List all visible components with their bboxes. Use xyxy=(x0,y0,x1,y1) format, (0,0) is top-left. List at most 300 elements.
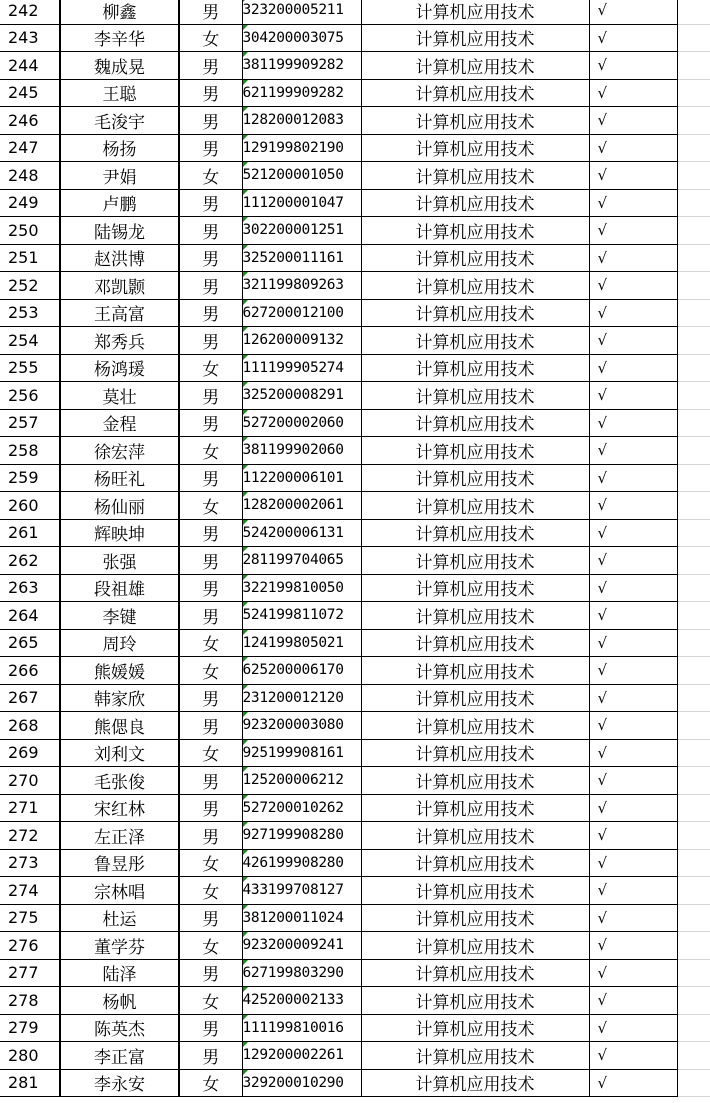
row-number-cell[interactable]: 247 xyxy=(0,134,60,162)
empty-cell[interactable] xyxy=(677,904,710,932)
name-cell[interactable]: 宋红林 xyxy=(60,794,179,822)
major-cell[interactable]: 计算机应用技术 xyxy=(361,904,589,932)
gender-cell[interactable]: 男 xyxy=(179,107,242,135)
table-row xyxy=(0,987,710,1015)
row-number-cell[interactable]: 257 xyxy=(0,409,60,437)
row-number-cell[interactable]: 267 xyxy=(0,684,60,712)
error-flag-icon xyxy=(243,245,248,250)
major-cell[interactable]: 计算机应用技术 xyxy=(361,1069,589,1097)
empty-cell[interactable] xyxy=(677,849,710,877)
gender-cell[interactable]: 男 xyxy=(179,602,242,630)
row-number-cell[interactable]: 251 xyxy=(0,244,60,272)
id-number-cell[interactable] xyxy=(242,327,361,355)
id-number-cell[interactable] xyxy=(242,437,361,465)
gender-cell[interactable]: 女 xyxy=(179,629,242,657)
row-number-cell[interactable]: 252 xyxy=(0,272,60,300)
row-number-cell[interactable]: 266 xyxy=(0,657,60,685)
row-number-cell[interactable]: 255 xyxy=(0,354,60,382)
name-cell[interactable]: 韩家欣 xyxy=(60,684,179,712)
error-flag-icon xyxy=(243,1015,248,1020)
empty-cell[interactable] xyxy=(677,272,710,300)
checkmark-cell[interactable]: √ xyxy=(589,1014,677,1042)
gender-cell[interactable]: 男 xyxy=(179,244,242,272)
id-number-cell[interactable] xyxy=(242,739,361,767)
empty-cell[interactable] xyxy=(677,134,710,162)
row-number-cell[interactable]: 270 xyxy=(0,767,60,795)
id-number-cell[interactable] xyxy=(242,822,361,850)
name-cell[interactable]: 柳鑫 xyxy=(60,0,179,24)
id-number-text: 329200010290 xyxy=(242,1074,344,1091)
empty-cell[interactable] xyxy=(677,79,710,107)
major-cell[interactable]: 计算机应用技术 xyxy=(361,1042,589,1070)
id-number-cell[interactable] xyxy=(242,299,361,327)
empty-cell[interactable] xyxy=(677,492,710,520)
checkmark-cell[interactable]: √ xyxy=(589,464,677,492)
gender-cell[interactable]: 男 xyxy=(179,574,242,602)
id-number-cell[interactable] xyxy=(242,409,361,437)
id-number-cell[interactable] xyxy=(242,1042,361,1070)
checkmark-cell[interactable]: √ xyxy=(589,712,677,740)
name-cell[interactable]: 李辛华 xyxy=(60,24,179,52)
id-number-cell[interactable] xyxy=(242,849,361,877)
id-number-text: 281199704065 xyxy=(242,552,344,569)
gender-cell[interactable]: 男 xyxy=(179,547,242,575)
empty-cell[interactable] xyxy=(677,24,710,52)
id-number-cell[interactable] xyxy=(242,272,361,300)
major-cell[interactable]: 计算机应用技术 xyxy=(361,602,589,630)
gender-cell[interactable]: 男 xyxy=(179,272,242,300)
empty-cell[interactable] xyxy=(677,739,710,767)
empty-cell[interactable] xyxy=(677,712,710,740)
id-number-cell[interactable] xyxy=(242,684,361,712)
checkmark-cell[interactable]: √ xyxy=(589,272,677,300)
checkmark-cell[interactable]: √ xyxy=(589,684,677,712)
gender-cell[interactable]: 女 xyxy=(179,492,242,520)
table-row xyxy=(0,437,710,465)
checkmark-cell[interactable]: √ xyxy=(589,1069,677,1097)
checkmark-cell[interactable]: √ xyxy=(589,739,677,767)
empty-cell[interactable] xyxy=(677,52,710,80)
checkmark-cell[interactable]: √ xyxy=(589,24,677,52)
id-number-cell[interactable] xyxy=(242,107,361,135)
checkmark-cell[interactable]: √ xyxy=(589,107,677,135)
name-cell[interactable]: 张强 xyxy=(60,547,179,575)
checkmark-cell[interactable]: √ xyxy=(589,437,677,465)
name-cell[interactable]: 鲁昱彤 xyxy=(60,849,179,877)
major-cell[interactable]: 计算机应用技术 xyxy=(361,822,589,850)
id-number-text: 325200011161 xyxy=(242,249,344,266)
empty-cell[interactable] xyxy=(677,574,710,602)
id-number-cell[interactable] xyxy=(242,629,361,657)
gender-cell[interactable]: 女 xyxy=(179,437,242,465)
gender-cell[interactable]: 女 xyxy=(179,657,242,685)
id-number-cell[interactable] xyxy=(242,1069,361,1097)
major-cell[interactable]: 计算机应用技术 xyxy=(361,657,589,685)
row-number-cell[interactable]: 259 xyxy=(0,464,60,492)
major-cell[interactable]: 计算机应用技术 xyxy=(361,932,589,960)
name-cell[interactable]: 杨旺礼 xyxy=(60,464,179,492)
name-cell[interactable]: 金程 xyxy=(60,409,179,437)
gender-cell[interactable]: 男 xyxy=(179,217,242,245)
empty-cell[interactable] xyxy=(677,217,710,245)
id-number-cell[interactable] xyxy=(242,244,361,272)
row-number-cell[interactable]: 243 xyxy=(0,24,60,52)
name-cell[interactable]: 尹娟 xyxy=(60,162,179,190)
major-cell[interactable]: 计算机应用技术 xyxy=(361,189,589,217)
row-number-cell[interactable]: 265 xyxy=(0,629,60,657)
checkmark-cell[interactable]: √ xyxy=(589,849,677,877)
id-number-text: 425200002133 xyxy=(242,992,344,1009)
gender-cell[interactable]: 女 xyxy=(179,1069,242,1097)
id-number-cell[interactable] xyxy=(242,767,361,795)
name-cell[interactable]: 徐宏萍 xyxy=(60,437,179,465)
name-cell[interactable]: 王高富 xyxy=(60,299,179,327)
checkmark-cell[interactable]: √ xyxy=(589,602,677,630)
major-cell[interactable]: 计算机应用技术 xyxy=(361,409,589,437)
major-cell[interactable]: 计算机应用技术 xyxy=(361,24,589,52)
gender-cell[interactable]: 男 xyxy=(179,299,242,327)
id-number-cell[interactable] xyxy=(242,987,361,1015)
major-cell[interactable]: 计算机应用技术 xyxy=(361,629,589,657)
major-cell[interactable]: 计算机应用技术 xyxy=(361,684,589,712)
major-cell[interactable]: 计算机应用技术 xyxy=(361,134,589,162)
major-cell[interactable]: 计算机应用技术 xyxy=(361,492,589,520)
id-number-cell[interactable] xyxy=(242,52,361,80)
empty-cell[interactable] xyxy=(677,657,710,685)
gender-cell[interactable]: 男 xyxy=(179,794,242,822)
row-number-cell[interactable]: 262 xyxy=(0,547,60,575)
empty-cell[interactable] xyxy=(677,794,710,822)
checkmark-cell[interactable]: √ xyxy=(589,217,677,245)
major-cell[interactable]: 计算机应用技术 xyxy=(361,959,589,987)
name-cell[interactable]: 赵洪博 xyxy=(60,244,179,272)
empty-cell[interactable] xyxy=(677,354,710,382)
checkmark-cell[interactable]: √ xyxy=(589,162,677,190)
name-cell[interactable]: 辉映坤 xyxy=(60,519,179,547)
id-number-cell[interactable] xyxy=(242,904,361,932)
name-cell[interactable]: 刘利文 xyxy=(60,739,179,767)
row-number-cell[interactable]: 263 xyxy=(0,574,60,602)
id-number-cell[interactable] xyxy=(242,712,361,740)
major-cell[interactable]: 计算机应用技术 xyxy=(361,162,589,190)
name-cell[interactable]: 周玲 xyxy=(60,629,179,657)
checkmark-cell[interactable]: √ xyxy=(589,904,677,932)
name-cell[interactable]: 毛张俊 xyxy=(60,767,179,795)
checkmark-cell[interactable]: √ xyxy=(589,0,677,24)
id-number-cell[interactable] xyxy=(242,1014,361,1042)
id-number-cell[interactable] xyxy=(242,464,361,492)
name-cell[interactable]: 陆泽 xyxy=(60,959,179,987)
empty-cell[interactable] xyxy=(677,767,710,795)
empty-cell[interactable] xyxy=(677,519,710,547)
name-cell[interactable]: 杜运 xyxy=(60,904,179,932)
gender-cell[interactable]: 男 xyxy=(179,382,242,410)
checkmark-cell[interactable]: √ xyxy=(589,1042,677,1070)
row-number-cell[interactable]: 281 xyxy=(0,1069,60,1097)
empty-cell[interactable] xyxy=(677,547,710,575)
name-cell[interactable]: 魏成晃 xyxy=(60,52,179,80)
gender-cell[interactable]: 女 xyxy=(179,162,242,190)
checkmark-cell[interactable]: √ xyxy=(589,189,677,217)
gender-cell[interactable]: 男 xyxy=(179,684,242,712)
row-number-cell[interactable]: 258 xyxy=(0,437,60,465)
empty-cell[interactable] xyxy=(677,327,710,355)
id-number-text: 322199810050 xyxy=(242,579,344,596)
table-row xyxy=(0,932,710,960)
name-cell[interactable]: 左正泽 xyxy=(60,822,179,850)
gender-cell[interactable]: 女 xyxy=(179,354,242,382)
id-number-cell[interactable] xyxy=(242,24,361,52)
empty-cell[interactable] xyxy=(677,987,710,1015)
id-number-cell[interactable] xyxy=(242,134,361,162)
major-cell[interactable]: 计算机应用技术 xyxy=(361,767,589,795)
checkmark-cell[interactable]: √ xyxy=(589,382,677,410)
checkmark-cell[interactable]: √ xyxy=(589,79,677,107)
gender-cell[interactable]: 男 xyxy=(179,1042,242,1070)
id-number-cell[interactable] xyxy=(242,519,361,547)
checkmark-cell[interactable]: √ xyxy=(589,932,677,960)
major-cell[interactable]: 计算机应用技术 xyxy=(361,464,589,492)
row-number-cell[interactable]: 279 xyxy=(0,1014,60,1042)
id-number-text: 433199708127 xyxy=(242,882,344,899)
major-cell[interactable]: 计算机应用技术 xyxy=(361,574,589,602)
name-cell[interactable]: 李键 xyxy=(60,602,179,630)
empty-cell[interactable] xyxy=(677,437,710,465)
major-cell[interactable]: 计算机应用技术 xyxy=(361,547,589,575)
name-cell[interactable]: 陆锡龙 xyxy=(60,217,179,245)
major-cell[interactable]: 计算机应用技术 xyxy=(361,437,589,465)
name-cell[interactable]: 卢鹏 xyxy=(60,189,179,217)
name-cell[interactable]: 陈英杰 xyxy=(60,1014,179,1042)
name-cell[interactable]: 熊偲良 xyxy=(60,712,179,740)
table-row xyxy=(0,217,710,245)
id-number-text: 927199908280 xyxy=(242,827,344,844)
id-number-cell[interactable] xyxy=(242,932,361,960)
row-number-cell[interactable]: 249 xyxy=(0,189,60,217)
checkmark-cell[interactable]: √ xyxy=(589,822,677,850)
id-number-cell[interactable] xyxy=(242,602,361,630)
row-number-cell[interactable]: 250 xyxy=(0,217,60,245)
checkmark-cell[interactable]: √ xyxy=(589,354,677,382)
id-number-cell[interactable] xyxy=(242,354,361,382)
empty-cell[interactable] xyxy=(677,382,710,410)
id-number-cell[interactable] xyxy=(242,574,361,602)
name-cell[interactable]: 莫壮 xyxy=(60,382,179,410)
row-number-cell[interactable]: 254 xyxy=(0,327,60,355)
row-number-cell[interactable]: 248 xyxy=(0,162,60,190)
checkmark-cell[interactable]: √ xyxy=(589,299,677,327)
error-flag-icon xyxy=(243,740,248,745)
id-number-cell[interactable] xyxy=(242,217,361,245)
gender-cell[interactable]: 男 xyxy=(179,822,242,850)
gender-cell[interactable]: 男 xyxy=(179,904,242,932)
empty-cell[interactable] xyxy=(677,684,710,712)
id-number-cell[interactable] xyxy=(242,959,361,987)
gender-cell[interactable]: 男 xyxy=(179,189,242,217)
id-number-text: 111199810016 xyxy=(242,1019,344,1036)
empty-cell[interactable] xyxy=(677,299,710,327)
empty-cell[interactable] xyxy=(677,189,710,217)
empty-cell[interactable] xyxy=(677,1014,710,1042)
empty-cell[interactable] xyxy=(677,822,710,850)
error-flag-icon xyxy=(243,492,248,497)
name-cell[interactable]: 王聪 xyxy=(60,79,179,107)
id-number-text: 426199908280 xyxy=(242,854,344,871)
name-cell[interactable]: 宗林唱 xyxy=(60,877,179,905)
empty-cell[interactable] xyxy=(677,877,710,905)
major-cell[interactable]: 计算机应用技术 xyxy=(361,877,589,905)
gender-cell[interactable]: 女 xyxy=(179,849,242,877)
id-number-cell[interactable] xyxy=(242,382,361,410)
major-cell[interactable]: 计算机应用技术 xyxy=(361,107,589,135)
empty-cell[interactable] xyxy=(677,409,710,437)
gender-cell[interactable]: 男 xyxy=(179,134,242,162)
name-cell[interactable]: 杨鸿瑗 xyxy=(60,354,179,382)
row-number-cell[interactable]: 277 xyxy=(0,959,60,987)
id-number-cell[interactable] xyxy=(242,0,361,24)
major-cell[interactable]: 计算机应用技术 xyxy=(361,739,589,767)
gender-cell[interactable]: 女 xyxy=(179,24,242,52)
name-cell[interactable]: 李永安 xyxy=(60,1069,179,1097)
major-cell[interactable]: 计算机应用技术 xyxy=(361,519,589,547)
name-cell[interactable]: 董学芬 xyxy=(60,932,179,960)
id-number-text: 124199805021 xyxy=(242,634,344,651)
row-number-cell[interactable]: 280 xyxy=(0,1042,60,1070)
row-number-cell[interactable]: 244 xyxy=(0,52,60,80)
id-number-cell[interactable] xyxy=(242,794,361,822)
gender-cell[interactable]: 女 xyxy=(179,987,242,1015)
empty-cell[interactable] xyxy=(677,1069,710,1097)
major-cell[interactable]: 计算机应用技术 xyxy=(361,217,589,245)
row-number-cell[interactable]: 274 xyxy=(0,877,60,905)
name-cell[interactable]: 杨扬 xyxy=(60,134,179,162)
gender-cell[interactable]: 男 xyxy=(179,464,242,492)
checkmark-cell[interactable]: √ xyxy=(589,959,677,987)
row-number-cell[interactable]: 253 xyxy=(0,299,60,327)
checkmark-cell[interactable]: √ xyxy=(589,767,677,795)
row-number-cell[interactable]: 272 xyxy=(0,822,60,850)
major-cell[interactable]: 计算机应用技术 xyxy=(361,1014,589,1042)
id-number-cell[interactable] xyxy=(242,657,361,685)
gender-cell[interactable]: 男 xyxy=(179,52,242,80)
empty-cell[interactable] xyxy=(677,932,710,960)
row-number-cell[interactable]: 242 xyxy=(0,0,60,24)
checkmark-cell[interactable]: √ xyxy=(589,327,677,355)
checkmark-cell[interactable]: √ xyxy=(589,492,677,520)
gender-cell[interactable]: 男 xyxy=(179,327,242,355)
checkmark-cell[interactable]: √ xyxy=(589,657,677,685)
row-number-cell[interactable]: 273 xyxy=(0,849,60,877)
gender-cell[interactable]: 男 xyxy=(179,712,242,740)
major-cell[interactable]: 计算机应用技术 xyxy=(361,79,589,107)
row-number-cell[interactable]: 261 xyxy=(0,519,60,547)
empty-cell[interactable] xyxy=(677,629,710,657)
major-cell[interactable]: 计算机应用技术 xyxy=(361,272,589,300)
id-number-cell[interactable] xyxy=(242,877,361,905)
id-number-cell[interactable] xyxy=(242,189,361,217)
row-number-cell[interactable]: 264 xyxy=(0,602,60,630)
checkmark-cell[interactable]: √ xyxy=(589,794,677,822)
major-cell[interactable]: 计算机应用技术 xyxy=(361,0,589,24)
checkmark-cell[interactable]: √ xyxy=(589,629,677,657)
major-cell[interactable]: 计算机应用技术 xyxy=(361,712,589,740)
name-cell[interactable]: 杨帆 xyxy=(60,987,179,1015)
gender-cell[interactable]: 男 xyxy=(179,767,242,795)
name-cell[interactable]: 熊媛媛 xyxy=(60,657,179,685)
name-cell[interactable]: 郑秀兵 xyxy=(60,327,179,355)
major-cell[interactable]: 计算机应用技术 xyxy=(361,382,589,410)
id-number-cell[interactable] xyxy=(242,492,361,520)
row-number-cell[interactable]: 268 xyxy=(0,712,60,740)
empty-cell[interactable] xyxy=(677,107,710,135)
gender-cell[interactable]: 女 xyxy=(179,932,242,960)
name-cell[interactable]: 毛浚宇 xyxy=(60,107,179,135)
row-number-cell[interactable]: 276 xyxy=(0,932,60,960)
row-number-cell[interactable]: 260 xyxy=(0,492,60,520)
major-cell[interactable]: 计算机应用技术 xyxy=(361,354,589,382)
id-number-cell[interactable] xyxy=(242,162,361,190)
major-cell[interactable]: 计算机应用技术 xyxy=(361,794,589,822)
empty-cell[interactable] xyxy=(677,162,710,190)
row-number-cell[interactable]: 245 xyxy=(0,79,60,107)
gender-cell[interactable]: 男 xyxy=(179,1014,242,1042)
gender-cell[interactable]: 女 xyxy=(179,877,242,905)
row-number-cell[interactable]: 278 xyxy=(0,987,60,1015)
empty-cell[interactable] xyxy=(677,959,710,987)
empty-cell[interactable] xyxy=(677,244,710,272)
error-flag-icon xyxy=(243,822,248,827)
name-cell[interactable]: 杨仙丽 xyxy=(60,492,179,520)
row-number-cell[interactable]: 275 xyxy=(0,904,60,932)
gender-cell[interactable]: 男 xyxy=(179,959,242,987)
gender-cell[interactable]: 男 xyxy=(179,79,242,107)
checkmark-cell[interactable]: √ xyxy=(589,52,677,80)
gender-cell[interactable]: 男 xyxy=(179,409,242,437)
row-number-cell[interactable]: 271 xyxy=(0,794,60,822)
checkmark-cell[interactable]: √ xyxy=(589,409,677,437)
gender-cell[interactable]: 男 xyxy=(179,519,242,547)
checkmark-cell[interactable]: √ xyxy=(589,519,677,547)
checkmark-cell[interactable]: √ xyxy=(589,987,677,1015)
major-cell[interactable]: 计算机应用技术 xyxy=(361,987,589,1015)
row-number-cell[interactable]: 246 xyxy=(0,107,60,135)
id-number-cell[interactable] xyxy=(242,547,361,575)
major-cell[interactable]: 计算机应用技术 xyxy=(361,244,589,272)
empty-cell[interactable] xyxy=(677,464,710,492)
name-cell[interactable]: 邓凯颢 xyxy=(60,272,179,300)
gender-cell[interactable]: 女 xyxy=(179,739,242,767)
checkmark-cell[interactable]: √ xyxy=(589,574,677,602)
empty-cell[interactable] xyxy=(677,602,710,630)
gender-cell[interactable]: 男 xyxy=(179,0,242,24)
row-number-cell[interactable]: 256 xyxy=(0,382,60,410)
name-cell[interactable]: 李正富 xyxy=(60,1042,179,1070)
major-cell[interactable]: 计算机应用技术 xyxy=(361,299,589,327)
empty-cell[interactable] xyxy=(677,1042,710,1070)
row-number-cell[interactable]: 269 xyxy=(0,739,60,767)
empty-cell[interactable] xyxy=(677,0,710,24)
name-cell[interactable]: 段祖雄 xyxy=(60,574,179,602)
major-cell[interactable]: 计算机应用技术 xyxy=(361,849,589,877)
checkmark-cell[interactable]: √ xyxy=(589,134,677,162)
checkmark-cell[interactable]: √ xyxy=(589,244,677,272)
checkmark-cell[interactable]: √ xyxy=(589,547,677,575)
id-number-text: 304200003075 xyxy=(242,29,344,46)
major-cell[interactable]: 计算机应用技术 xyxy=(361,52,589,80)
major-cell[interactable]: 计算机应用技术 xyxy=(361,327,589,355)
checkmark-cell[interactable]: √ xyxy=(589,877,677,905)
id-number-cell[interactable] xyxy=(242,79,361,107)
